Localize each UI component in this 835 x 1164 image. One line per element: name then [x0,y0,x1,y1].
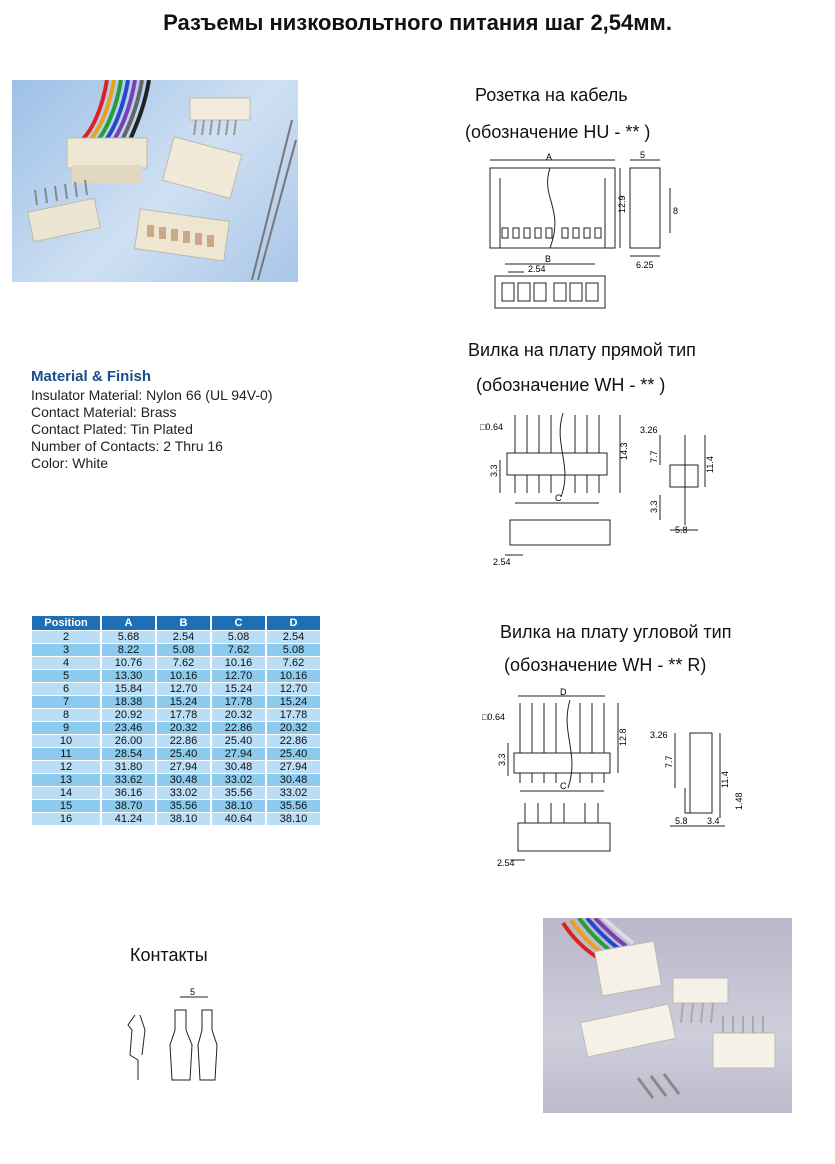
value-cell: 5.68 [102,631,155,643]
table-header: B [157,616,210,630]
socket-drawing [470,148,700,320]
value-cell: 5.08 [212,631,265,643]
position-cell: 5 [32,670,100,682]
value-cell: 8.22 [102,644,155,656]
value-cell: 22.86 [212,722,265,734]
value-cell: 10.16 [267,670,320,682]
dim-7-7: 7.7 [664,755,674,768]
dim-6-25: 6.25 [636,260,654,270]
dim-3-4: 3.4 [707,816,720,826]
value-cell: 33.02 [267,787,320,799]
angle-designation: (обозначение WH - ** R) [504,655,707,675]
connectors-photo-top [12,80,298,282]
dim-3-3: 3.3 [489,464,499,477]
value-cell: 35.56 [267,800,320,812]
contacts-label: Контакты [130,945,208,965]
value-cell: 33.02 [157,787,210,799]
socket-title: Розетка на кабель [475,85,628,105]
value-cell: 38.10 [267,813,320,825]
dim-3-26: 3.26 [640,425,658,435]
position-cell: 13 [32,774,100,786]
value-cell: 17.78 [212,696,265,708]
table-header: A [102,616,155,630]
value-cell: 18.38 [102,696,155,708]
position-cell: 11 [32,748,100,760]
dim-c: C [560,781,567,791]
table-row [32,748,320,760]
value-cell: 2.54 [157,631,210,643]
table-header: D [267,616,320,630]
value-cell: 7.62 [157,657,210,669]
value-cell: 35.56 [212,787,265,799]
value-cell: 38.10 [157,813,210,825]
dim-5: 5 [190,987,196,997]
value-cell: 10.16 [157,670,210,682]
connectors-photo-bottom [543,918,792,1113]
dim-7-7: 7.7 [649,450,659,463]
position-cell: 12 [32,761,100,773]
value-cell: 33.62 [102,774,155,786]
value-cell: 15.24 [157,696,210,708]
value-cell: 28.54 [102,748,155,760]
value-cell: 27.94 [157,761,210,773]
position-cell: 10 [32,735,100,747]
position-cell: 4 [32,657,100,669]
value-cell: 12.70 [267,683,320,695]
dim-8: 8 [673,206,679,216]
dim-pin-064: □0.64 [480,422,503,432]
dim-2-54: 2.54 [497,858,515,868]
value-cell: 5.08 [157,644,210,656]
position-cell: 3 [32,644,100,656]
socket-designation: (обозначение HU - ** ) [465,122,651,142]
dim-b: B [545,254,552,264]
straight-drawing [475,405,720,570]
material-title: Material & Finish [31,368,152,385]
value-cell: 7.62 [267,657,320,669]
dim-a: A [546,152,553,162]
dim-3-26: 3.26 [650,730,668,740]
page-title: Разъемы низковольтного питания шаг 2,54мм. [163,10,672,35]
position-cell: 15 [32,800,100,812]
value-cell: 15.24 [212,683,265,695]
value-cell: 23.46 [102,722,155,734]
material-line: Contact Plated: Tin Plated [31,421,193,437]
value-cell: 20.92 [102,709,155,721]
position-cell: 14 [32,787,100,799]
material-line: Contact Material: Brass [31,404,177,420]
dim-12-8: 12.8 [618,728,628,746]
value-cell: 25.40 [157,748,210,760]
value-cell: 5.08 [267,644,320,656]
dim-5-8: 5.8 [675,525,688,535]
table-header: C [212,616,265,630]
dim-5-8: 5.8 [675,816,688,826]
value-cell: 30.48 [267,774,320,786]
table-row [32,800,320,812]
value-cell: 20.32 [157,722,210,734]
dim-d: D [560,688,567,697]
dim-3-3b: 3.3 [649,500,659,513]
dim-3-3: 3.3 [497,753,507,766]
value-cell: 25.40 [212,735,265,747]
table-row [32,709,320,721]
position-cell: 16 [32,813,100,825]
value-cell: 36.16 [102,787,155,799]
value-cell: 15.24 [267,696,320,708]
value-cell: 27.94 [212,748,265,760]
value-cell: 35.56 [157,800,210,812]
position-cell: 7 [32,696,100,708]
dimension-table [30,615,322,826]
angle-drawing [480,688,750,868]
contact-drawing [120,985,240,1085]
dim-c: C [555,493,562,503]
material-line: Insulator Material: Nylon 66 (UL 94V-0) [31,387,273,403]
material-line: Color: White [31,455,109,471]
value-cell: 31.80 [102,761,155,773]
angle-title: Вилка на плату угловой тип [500,622,732,642]
table-row [32,657,320,669]
table-row [32,787,320,799]
connectors-photo-illustration [12,80,298,282]
table-row [32,670,320,682]
table-row [32,631,320,643]
position-cell: 8 [32,709,100,721]
dim-1-48: 1.48 [734,792,744,810]
value-cell: 41.24 [102,813,155,825]
value-cell: 12.70 [157,683,210,695]
table-row [32,774,320,786]
dim-2-54: 2.54 [528,264,546,274]
value-cell: 25.40 [267,748,320,760]
value-cell: 10.16 [212,657,265,669]
value-cell: 33.02 [212,774,265,786]
value-cell: 26.00 [102,735,155,747]
connectors-photo-illustration [543,918,792,1113]
dim-pin-064: □0.64 [482,712,505,722]
dim-2-54: 2.54 [493,557,511,567]
position-cell: 6 [32,683,100,695]
table-row [32,683,320,695]
dim-11-4: 11.4 [705,456,715,473]
position-cell: 9 [32,722,100,734]
table-row [32,644,320,656]
table-row [32,696,320,708]
position-cell: 2 [32,631,100,643]
value-cell: 27.94 [267,761,320,773]
value-cell: 38.70 [102,800,155,812]
table-header: Position [32,616,100,630]
value-cell: 13.30 [102,670,155,682]
value-cell: 40.64 [212,813,265,825]
value-cell: 15.84 [102,683,155,695]
value-cell: 10.76 [102,657,155,669]
value-cell: 2.54 [267,631,320,643]
table-row [32,735,320,747]
value-cell: 17.78 [157,709,210,721]
dim-14-3: 14.3 [619,442,629,460]
value-cell: 17.78 [267,709,320,721]
value-cell: 7.62 [212,644,265,656]
table-row [32,813,320,825]
straight-title: Вилка на плату прямой тип [468,340,696,360]
value-cell: 22.86 [267,735,320,747]
dim-12-9: 12.9 [617,195,627,213]
value-cell: 22.86 [157,735,210,747]
value-cell: 30.48 [157,774,210,786]
dim-11-4: 11.4 [720,771,730,788]
value-cell: 30.48 [212,761,265,773]
value-cell: 12.70 [212,670,265,682]
material-line: Number of Contacts: 2 Thru 16 [31,438,223,454]
dim-5: 5 [640,150,646,160]
value-cell: 38.10 [212,800,265,812]
table-row [32,761,320,773]
table-row [32,722,320,734]
straight-designation: (обозначение WH - ** ) [476,375,666,395]
value-cell: 20.32 [267,722,320,734]
material-list [31,387,272,472]
value-cell: 20.32 [212,709,265,721]
